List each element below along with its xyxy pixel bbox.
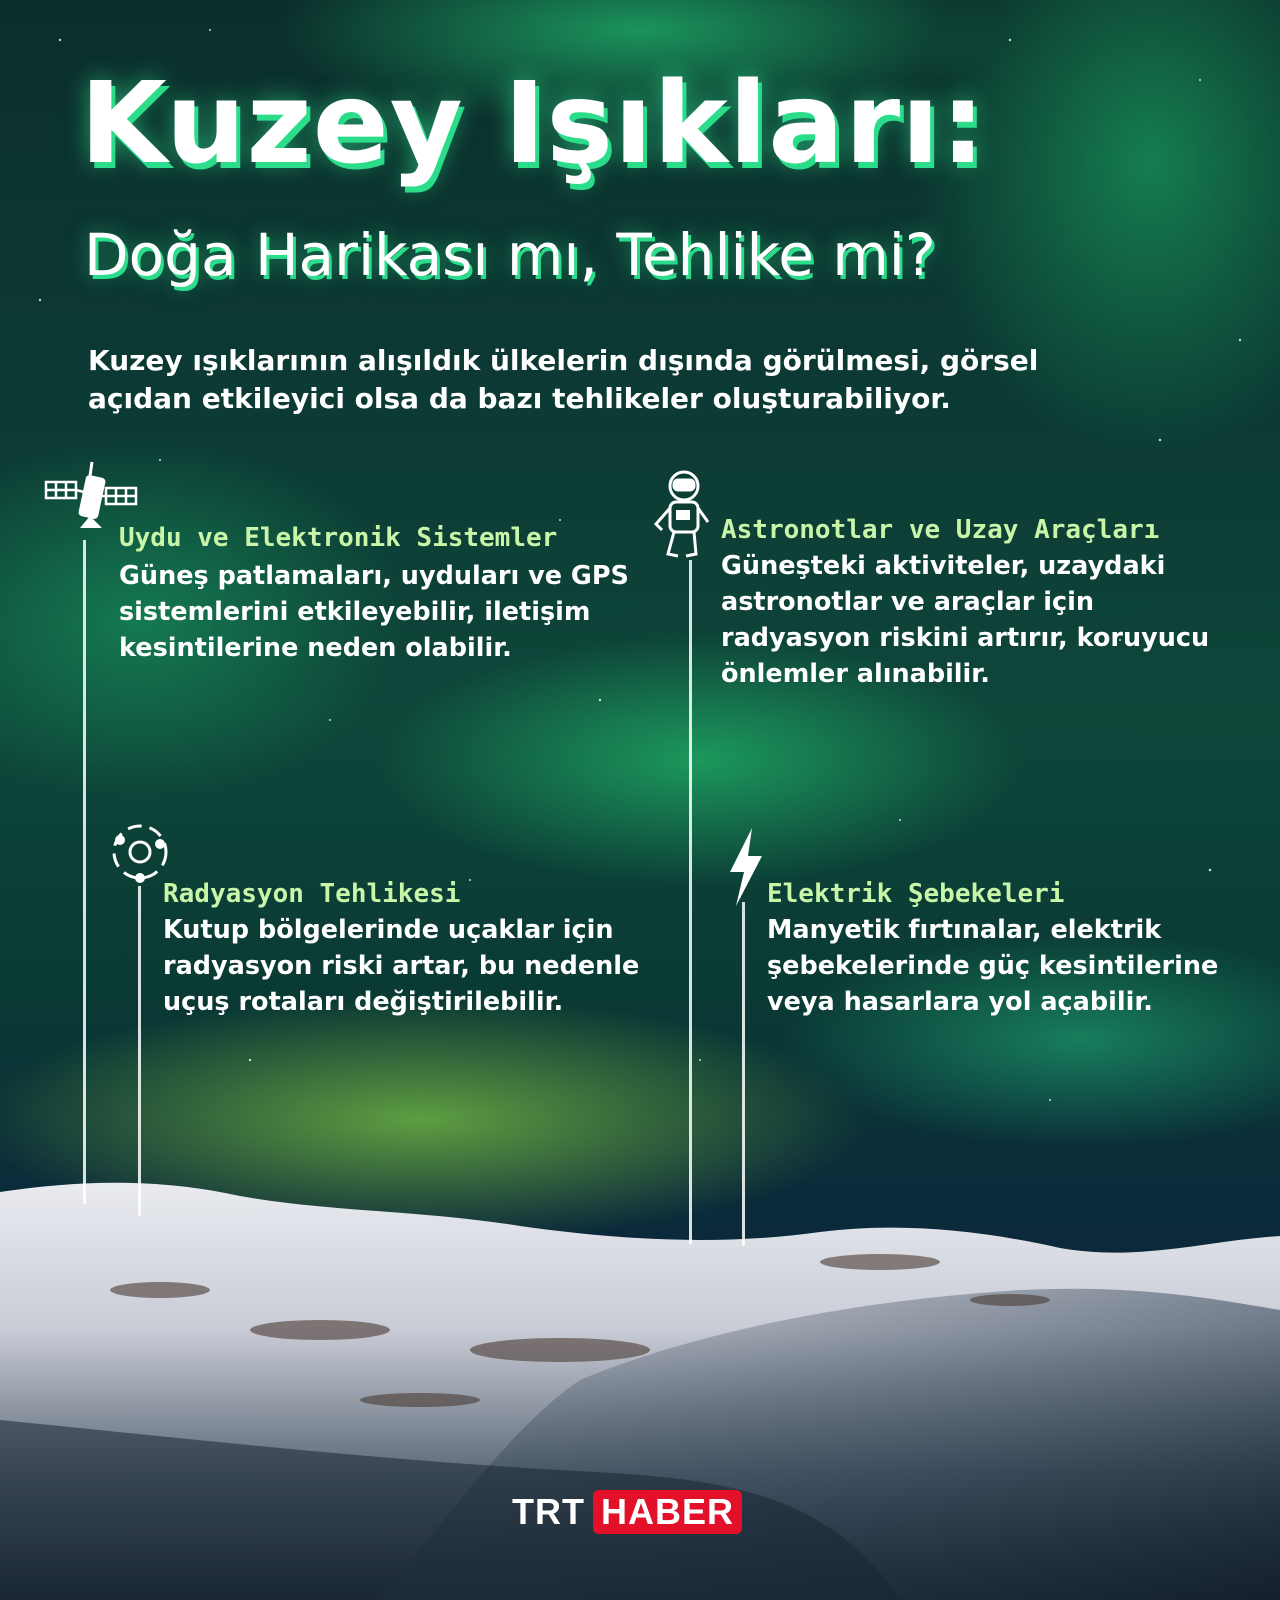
intro-text: Kuzey ışıklarının alışıldık ülkelerin dışında görülmesi, görsel açıdan etkileyici olsa da bazı tehlikeler oluşturabiliyor. [88, 344, 1039, 415]
lightning-icon [726, 826, 766, 908]
card-pole-2 [689, 560, 692, 1244]
card-title-radiation: Radyasyon Tehlikesi [163, 879, 461, 909]
card-title-astronaut: Astronotlar ve Uzay Araçları [721, 515, 1160, 545]
logo-haber: HABER [593, 1490, 742, 1534]
card-title-electric: Elektrik Şebekeleri [767, 879, 1065, 909]
logo-trt: TRT [512, 1491, 585, 1532]
card-pole-1 [83, 540, 86, 1204]
radiation-orbit-icon [106, 818, 174, 886]
card-text-satellite: Güneş patlamaları, uyduları ve GPS sistemlerini etkileyebilir, iletişim kesintilerine neden olabilir. [119, 561, 629, 663]
card-text-radiation: Kutup bölgelerinde uçaklar için radyasyon riski artar, bu nedenle uçuş rotaları değiştirilebilir. [163, 915, 640, 1017]
card-text-astronaut: Güneşteki aktiviteler, uzaydaki astronotlar ve araçlar için radyasyon riskini artırır, koruyucu önlemler alınabilir. [721, 551, 1210, 689]
astronaut-icon [650, 468, 714, 562]
page-subtitle: Doğa Harikası mı, Tehlike mi? [84, 221, 936, 289]
trt-haber-logo [512, 1490, 742, 1534]
card-pole-3 [138, 886, 141, 1216]
card-pole-4 [742, 902, 745, 1246]
page-title: Kuzey Işıkları: [80, 59, 987, 189]
card-title-satellite: Uydu ve Elektronik Sistemler [119, 523, 558, 553]
card-text-electric: Manyetik fırtınalar, elektrik şebekelerinde güç kesintilerine veya hasarlara yol açabilir. [767, 915, 1219, 1017]
